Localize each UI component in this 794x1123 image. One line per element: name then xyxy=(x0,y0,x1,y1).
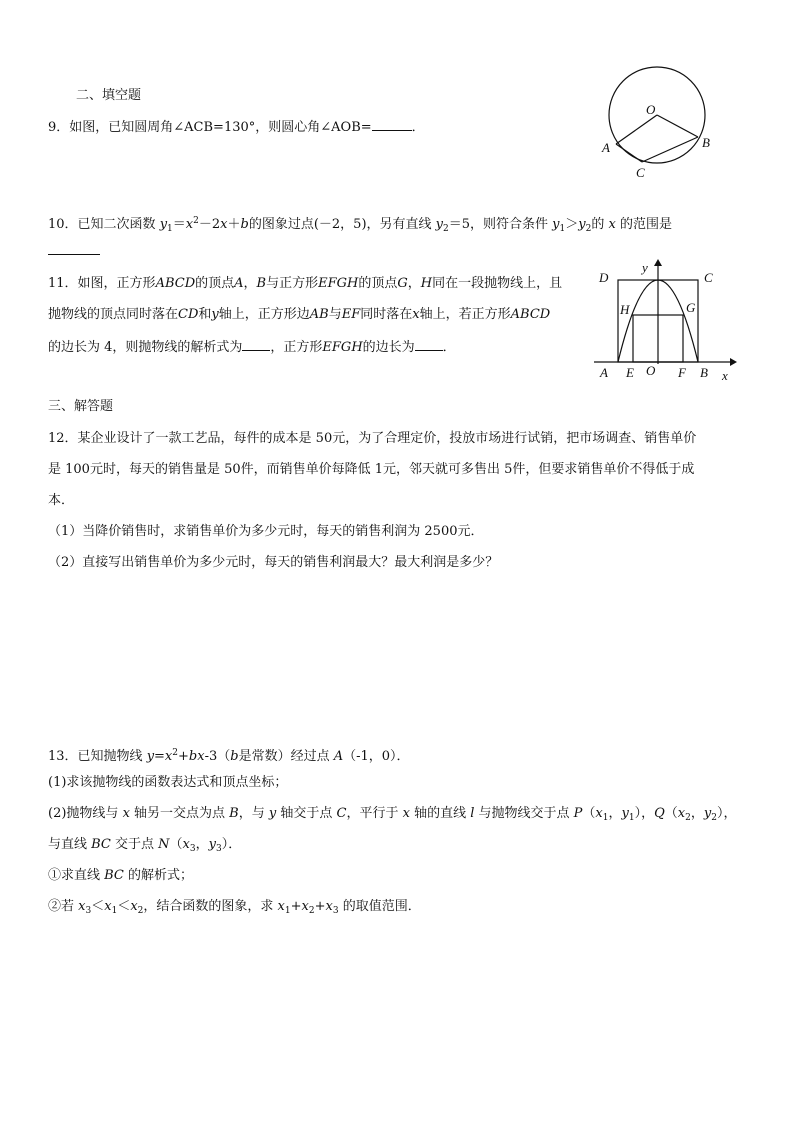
q11-label-f: F xyxy=(678,365,686,380)
q11-label-a: A xyxy=(600,365,608,380)
q12-part-2: （2）直接写出销售单价为多少元时，每天的销售利润最大？最大利润是多少？ xyxy=(48,555,499,570)
q13-part-2-line-2: 与直线 BC 交于点 $N(x_3$，$y_3$）． xyxy=(48,837,242,854)
q10-answer-line xyxy=(48,242,100,261)
q11-label-y: y xyxy=(642,260,648,275)
q11-label-o: O xyxy=(646,363,656,378)
q12-part-1: （1）当降价销售时，求销售单价为多少元时，每天的销售利润为 2500元． xyxy=(48,524,484,539)
q11-parabola-figure xyxy=(590,256,740,384)
q9-label-a: A xyxy=(602,140,610,155)
question-13: 13．已知抛物线 $y=x^2+bx-3(b$是常数）经过点 A（-1，0）． xyxy=(48,748,410,764)
q11-label-b: B xyxy=(700,365,708,380)
q9-circle-figure xyxy=(596,66,726,184)
q12-line-3: 本． xyxy=(48,493,75,508)
q11-y-axis-arrow xyxy=(654,259,662,266)
q11-label-c: C xyxy=(704,270,713,285)
q12-line-1: 12．某企业设计了一款工艺品，每件的成本是 50元，为了合理定价，投放市场进行试销，把市场调查、销售单价 xyxy=(48,431,697,446)
q13-sub-2: ②若 $x_3<x_1<x_2$，结合函数的图象，求 $x_1+x_2+x_3$ 的取值范围． xyxy=(48,899,421,916)
q10-answer-blank[interactable] xyxy=(48,242,100,255)
q11-blank-side[interactable] xyxy=(415,338,443,351)
question-9: 9．如图，已知圆周角∠ACB=130°，则圆心角∠AOB= ． xyxy=(48,120,425,135)
q9-segment-ob xyxy=(657,115,698,137)
q13-part-2-line-1: (2)抛物线与 x 轴另一交点为点 B，与 y 轴交于点 C，平行于 x 轴的直线 l 与抛物线交于点 $P(x_1$，$y_1$），$Q(x_2$，$y_2$）， xyxy=(48,806,737,823)
q9-number: 9． xyxy=(48,120,70,135)
q9-segment-oa xyxy=(616,115,657,144)
q11-label-h: H xyxy=(620,302,630,317)
q12-line-2: 是 100元时，每天的销售量是 50件，而销售单价每降低 1元，邻天就可多售出 5件，但要求销售单价不得低于成 xyxy=(48,462,695,477)
q9-label-b: B xyxy=(702,135,710,150)
q13-sub-1: ①求直线 BC 的解析式； xyxy=(48,868,194,883)
q11-label-x: x xyxy=(722,368,728,383)
q9-segment-ac xyxy=(616,144,642,162)
q11-x-axis-arrow xyxy=(730,358,737,366)
q9-answer-blank[interactable] xyxy=(372,118,412,131)
section-answer-title: 三、解答题 xyxy=(48,399,114,414)
q13-part-1: (1)求该抛物线的函数表达式和顶点坐标； xyxy=(48,775,288,790)
q11-label-d: D xyxy=(599,270,609,285)
q11-label-g: G xyxy=(686,300,696,315)
question-11-line-2: 抛物线的顶点同时落在CD和y轴上，正方形边AB与EF同时落在x轴上，若正方形ABCD xyxy=(48,307,551,322)
question-10: 10．已知二次函数 $y_1=x^2-2x+b$的图象过点(－2，5)，另有直线 $y_2=5$，则符合条件 $y_1>y_2$的 x 的范围是 xyxy=(48,216,672,234)
q11-blank-expression[interactable] xyxy=(242,338,270,351)
q11-label-e: E xyxy=(626,365,634,380)
q9-label-c: C xyxy=(636,165,645,180)
q9-label-o: O xyxy=(646,102,656,117)
question-11-line-3: 的边长为 4，则抛物线的解析式为 ，正方形EFGH的边长为 ． xyxy=(48,340,456,355)
section-fill-title: 二、填空题 xyxy=(76,88,142,103)
question-11-line-1: 11．如图，正方形ABCD的顶点A，B与正方形EFGH的顶点G，H同在一段抛物线上，且 xyxy=(48,276,563,291)
q9-text: 如图，已知圆周角∠ACB=130°，则圆心角∠AOB= xyxy=(69,120,372,135)
